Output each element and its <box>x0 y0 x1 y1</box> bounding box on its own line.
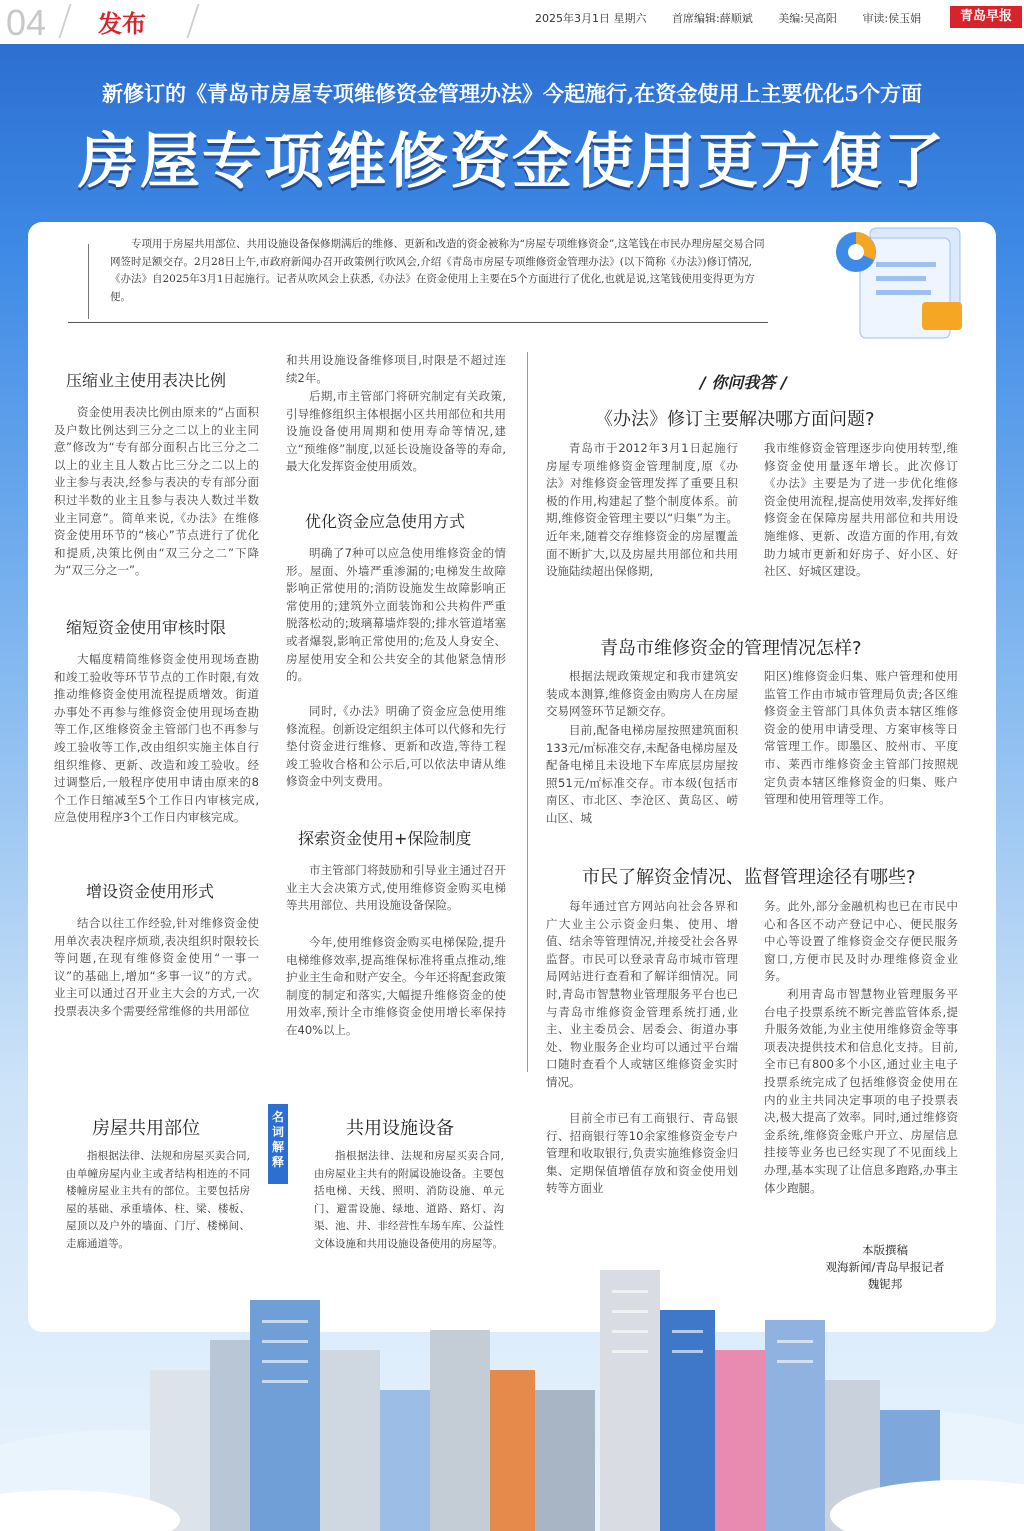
question-heading: 《办法》修订主要解决哪方面问题? <box>595 409 875 430</box>
section-body: 和共用设施设备维修项目,时限是不超过连续2年。 <box>286 353 506 385</box>
headline-title: 房屋专项维修资金使用更方便了 <box>78 127 946 197</box>
issue-date: 2025年3月1日 星期六 <box>535 12 647 25</box>
byline-label: 本版撰稿 <box>862 1243 908 1257</box>
headline-subtitle: 新修订的《青岛市房屋专项维修资金管理办法》今起施行,在资金使用上主要优化5个方面 <box>102 81 922 106</box>
answer-body: 我市维修资金管理逐步向使用转型,维修资金使用量逐年增长。此次修订《办法》主要是为了进一步优化维修资金使用流程,提高使用效率,发挥好维修资金在保障房屋共用部位和共用设施维修、更新、改造方面的作用,有效助力城市更新和好房子、好小区、好社区、好城区建设。 <box>764 441 958 579</box>
page-header <box>0 0 1024 44</box>
section-title: 发布 <box>98 10 146 38</box>
section-heading: 探索资金使用+保险制度 <box>298 829 472 848</box>
section-body: 市主管部门将鼓励和引导业主通过召开业主大会决策方式,使用维修资金购买电梯等共用部位、共用设施设备保险。 <box>286 863 506 913</box>
art-editor: 美编:吴高阳 <box>778 12 837 25</box>
lead-paragraph: 专项用于房屋共用部位、共用设施设备保修期满后的维修、更新和改造的资金被称为“房屋专项维修资金”,这笔钱在市民办理房屋交易合同网签时足额交存。2月28日上午,市政府新闻办召开政策例行吹风会,介绍《青岛市房屋专项维修资金管理办法》(以下简称《办法》)修订情况,《办法》自2025年3月1日起施行。记者从吹风会上获悉,《办法》在资金使用上主要在5个方面进行了优化,也就是说,这笔钱使用变得更为方便。 <box>110 238 765 303</box>
divider <box>88 244 89 319</box>
byline-outlet: 观海新闻/青岛早报记者 <box>825 1260 945 1274</box>
answer-body: 目前,配备电梯房屋按照建筑面积133元/㎡标准交存,未配备电梯房屋及配备电梯且未设地下车库底层房屋按照51元/㎡标准交存。市本级(包括市南区、市北区、李沧区、黄岛区、崂山区、城 <box>546 723 738 825</box>
document-chart-icon <box>830 222 980 342</box>
answer-body: 青岛市于2012年3月1日起施行房屋专项维修资金管理制度,原《办法》对维修资金管理发挥了重要且积极的作用,构建起了整个制度体系。前期,维修资金管理主要以“归集”为主。近年来,随着交存维修资金的房屋覆盖面不断扩大,以及房屋共用部位和共用设施陆续超出保修期, <box>546 441 738 579</box>
section-body: 明确了7种可以应急使用维修资金的情形。屋面、外墙严重渗漏的;电梯发生故障影响正常使用的;消防设施发生故障影响正常使用的;建筑外立面装饰和公共构件严重脱落松动的;玻璃幕墙炸裂的;排水管道堵塞或者爆裂,影响正常使用的;危及人身安全、房屋使用安全和公共安全的其他紧急情形的。 <box>286 546 506 684</box>
section-body: 结合以往工作经验,针对维修资金使用单次表决程序烦琐,表决组织时限较长等问题,在现有维修资金使用“一事一议”的基础上,增加“多事一议”的方式。业主可以通过召开业主大会的方式,一次投票表决多个需要经常维修的共用部位 <box>54 916 259 1018</box>
section-heading: 压缩业主使用表决比例 <box>66 371 227 390</box>
section-body: 大幅度精简维修资金使用现场查勘和竣工验收等环节节点的工作时限,有效推动维修资金使用流程提质增效。街道办事处不再参与维修资金使用现场查勘等工作,区维修资金主管部门也不再参与竣工验收等工作,改由组织实施主体自行组织维修、更新、改造和竣工验收。经过调整后,一般程序使用申请由原来的8个工作日缩减至5个工作日内审核完成,应急使用程序3个工作日内审核完成。 <box>54 652 259 825</box>
glossary-definition: 指根据法律、法规和房屋买卖合同,由房屋业主共有的附属设施设备。主要包括电梯、天线、照明、消防设施、单元门、避雷设施、绿地、道路、路灯、沟渠、池、井、非经营性车场车库、公益性文体设施和共用设施设备使用的房屋等。 <box>314 1150 504 1250</box>
section-heading: 缩短资金使用审核时限 <box>66 618 227 637</box>
answer-body: 利用青岛市智慧物业管理服务平台电子投票系统不断完善监管体系,提升服务效能,为业主使用维修资金等事项表决提供技术和信息化支持。目前,全市已有800多个小区,通过业主电子投票系统完成了包括维修资金使用在内的业主共同决定事项的电子投票表决,极大提高了效率。同时,通过维修资金系统,维修资金账户开立、房屋信息挂接等业务也已经实现了不见面线上办理,基本实现了让信息多跑路,办事主体少跑腿。 <box>764 987 958 1195</box>
proofreader: 审读:侯玉娟 <box>862 12 922 25</box>
city-skyline-illustration <box>0 1240 1024 1531</box>
divider <box>58 4 71 38</box>
section-body: 后期,市主管部门将研究制定有关政策,引导维修组织主体根据小区共用部位和共用设施设备使用周期和使用寿命等情况,建立“预维修”制度,以延长设施设备等的寿命,最大化发挥资金使用质效。 <box>286 389 506 474</box>
glossary-definition: 指根据法律、法规和房屋买卖合同,由单幢房屋内业主或者结构相连的不同楼幢房屋业主共有的部位。主要包括房屋的基础、承重墙体、柱、梁、楼板、屋顶以及户外的墙面、门厅、楼梯间、走廊通道等。 <box>66 1150 250 1250</box>
page-number: 04 <box>6 2 47 43</box>
question-heading: 青岛市维修资金的管理情况怎样? <box>600 638 862 659</box>
section-body: 同时,《办法》明确了资金应急使用维修流程。创新设定组织主体可以代修和先行垫付资金进行维修、更新和改造,等待工程竣工验收合格和公示后,可以依法申请从维修资金中列支费用。 <box>286 704 506 789</box>
qa-tag: / 你问我答 / <box>700 373 787 392</box>
glossary-label: 名词解释 <box>268 1104 288 1184</box>
section-body: 资金使用表决比例由原来的“占面积及户数比例达到三分之二以上的业主同意”修改为“专有部分面积占比三分之二以上的业主且人数占比三分之二以上的业主参与表决,经参与表决的专有部分面积过半数的业主且参与表决人数过半数业主同意”。简单来说,《办法》在维修资金使用环节的“核心”节点进行了优化和提质,决策比例由“双三分之二”下降为“双三分之一”。 <box>54 405 259 578</box>
glossary-term: 房屋共用部位 <box>92 1118 200 1139</box>
section-heading: 优化资金应急使用方式 <box>305 512 466 531</box>
newspaper-logo: 青岛早报 <box>950 6 1022 28</box>
byline-author: 魏铌邦 <box>867 1277 903 1291</box>
answer-body: 每年通过官方网站向社会各界和广大业主公示资金归集、使用、增值、结余等管理情况,并接受社会各界监督。市民可以登录青岛市城市管理局网站进行查看和了解详细情况。同时,青岛市智慧物业管理服务平台也已与青岛市维修资金管理系统打通,业主、业主委员会、居委会、街道办事处、物业服务企业均可以通过平台端口随时查看个人或辖区维修资金实时情况。 <box>546 899 738 1089</box>
question-heading: 市民了解资金情况、监督管理途径有哪些? <box>582 867 916 888</box>
answer-body: 阳区)维修资金归集、账户管理和使用监管工作由市城市管理局负责;各区维修资金主管部门具体负责本辖区维修资金的使用申请受理、方案审核等日常管理工作。即墨区、胶州市、平度市、莱西市维修资金主管部门按照规定负责本辖区维修资金的归集、账户管理和使用管理等工作。 <box>764 669 958 807</box>
answer-body: 目前全市已有工商银行、青岛银行、招商银行等10余家维修资金专户管理和收取银行,负责实施维修资金归集、定期保值增值存放和资金使用划转等方面业 <box>546 1111 738 1196</box>
answer-body: 根据法规政策规定和我市建筑安装成本测算,维修资金由购房人在房屋交易网签环节足额交存。 <box>546 669 738 719</box>
answer-body: 务。此外,部分金融机构也已在市民中心和各区不动产登记中心、便民服务中心等设置了维修资金交存便民服务窗口,方便市民及时办理维修资金业务。 <box>764 899 958 984</box>
divider <box>68 322 768 323</box>
chief-editor: 首席编辑:薛顺斌 <box>672 12 753 25</box>
column-divider <box>527 352 528 1072</box>
section-body: 今年,使用维修资金购买电梯保险,提升电梯维修效率,提高维保标准将重点推动,维护业主生命和财产安全。今年还将配套政策制度的制定和落实,大幅提升维修资金的使用效率,预计全市维修资金使用增长率保持在40%以上。 <box>286 935 506 1037</box>
glossary-term: 共用设施设备 <box>346 1118 454 1139</box>
header-meta <box>535 10 943 26</box>
divider <box>186 4 199 38</box>
section-heading: 增设资金使用形式 <box>86 882 215 901</box>
